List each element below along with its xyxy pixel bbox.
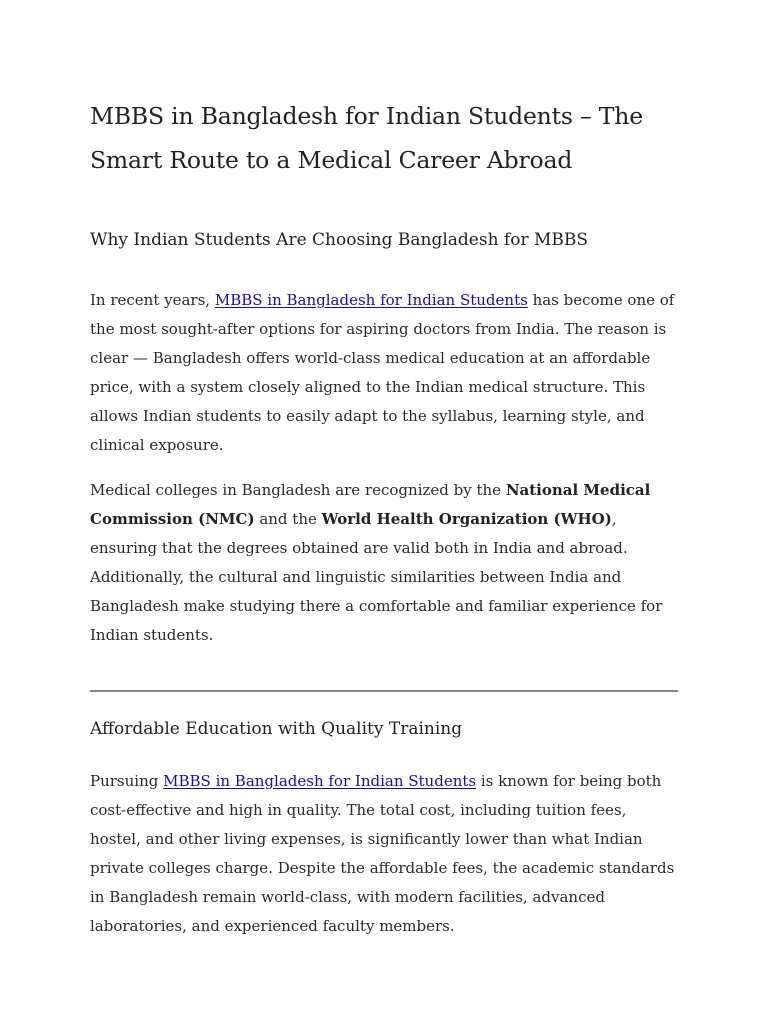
paragraph-affordable — [90, 767, 678, 941]
mbbs-bangladesh-link[interactable]: MBBS in Bangladesh for Indian Students — [214, 291, 528, 309]
page-title: MBBS in Bangladesh for Indian Students – The Smart Route to a Medical Career Abroad — [90, 102, 643, 174]
bold-nmc: National Medical Commission (NMC) — [90, 481, 651, 528]
paragraph-text: and the — [254, 510, 322, 528]
paragraph-text: Pursuing — [90, 772, 164, 790]
section-heading-affordable: Affordable Education with Quality Training — [90, 719, 463, 739]
paragraph-intro — [90, 286, 678, 460]
mbbs-bangladesh-link[interactable]: MBBS in Bangladesh for Indian Students — [163, 772, 477, 790]
paragraph-text: In recent years, — [90, 291, 215, 309]
section-divider — [90, 690, 678, 692]
paragraph-text: , ensuring that the degrees obtained are valid both in India and abroad. Additionally, the cultural and linguistic similarities between India and Bangladesh make studying there a comfortable and familiar experience for Indian students. — [90, 510, 663, 644]
paragraph-text: Medical colleges in Bangladesh are recognized by the — [90, 481, 506, 499]
section-heading-why: Why Indian Students Are Choosing Bangladesh for MBBS — [90, 230, 589, 250]
paragraph-recognition — [90, 476, 678, 650]
paragraph-text: is known for being both cost-effective and high in quality. The total cost, including tuition fees, hostel, and other living expenses, is significantly lower than what Indian private colleges charge. Despite the affordable fees, the academic standards in Bangladesh remain world-class, with modern facilities, advanced laboratories, and experienced faculty members. — [90, 772, 675, 935]
bold-who: World Health Organization (WHO) — [321, 510, 612, 528]
paragraph-text: has become one of the most sought-after options for aspiring doctors from India. The reason is clear — Bangladesh offers world-class medical education at an affordable price, with a system closely aligned to the Indian medical structure. This allows Indian students to easily adapt to the syllabus, learning style, and clinical exposure. — [90, 291, 675, 454]
